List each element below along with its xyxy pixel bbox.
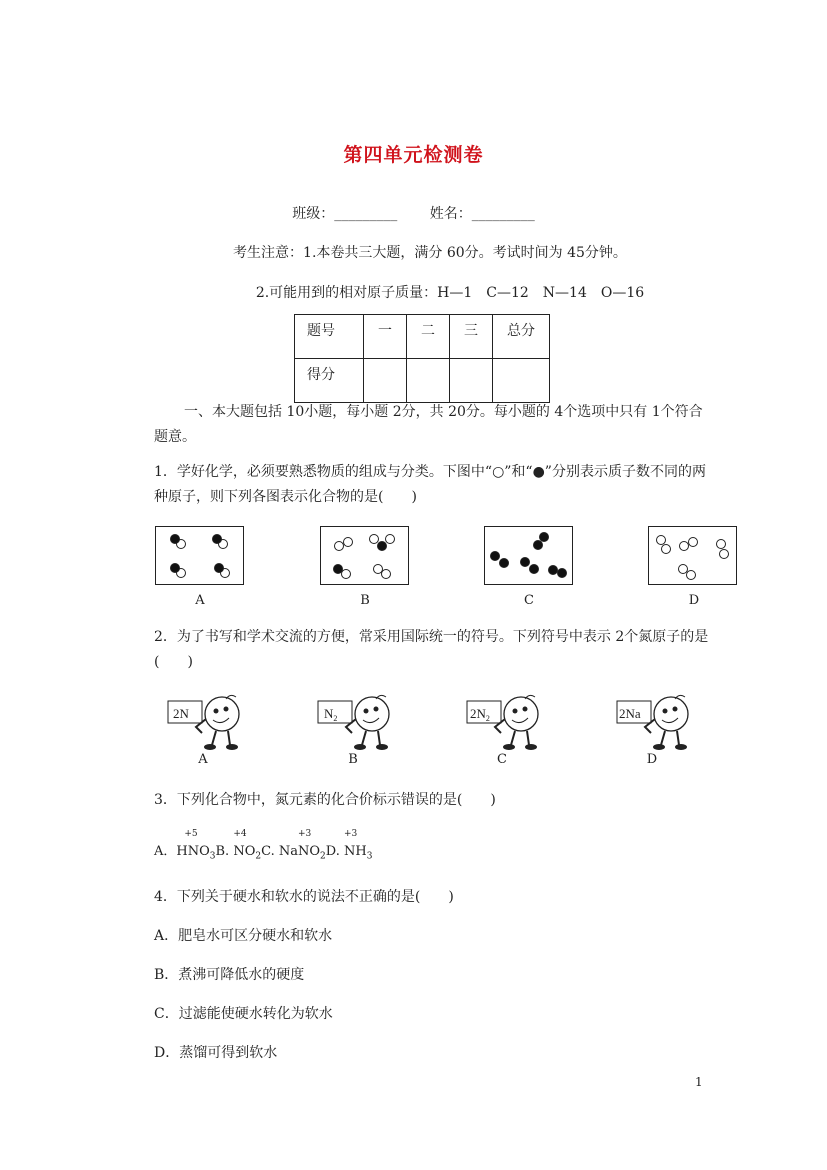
subscript: 2: [255, 851, 262, 862]
class-field: 班级：_________: [292, 206, 398, 222]
name-field: 姓名：_________: [429, 206, 535, 222]
q1-option-b-diagram: [320, 526, 409, 585]
black-atom: [170, 563, 180, 573]
score-table-header-row: [295, 315, 550, 359]
student-info-line: [0, 203, 827, 223]
black-atom: [557, 568, 567, 578]
q3-option-b-prefix: B.: [215, 844, 234, 859]
q1-option-d-diagram: [648, 526, 737, 585]
oxidation-state: +5: [184, 829, 198, 839]
subscript: 3: [209, 851, 216, 862]
q2-option-label: C: [497, 752, 507, 767]
q2-option-label: A: [198, 752, 208, 767]
score-header-cell: 总分: [493, 315, 550, 359]
q2-option-a-cartoon: [166, 693, 256, 753]
exam-notice-1: 考生注意：1.本卷共三大题，满分 60分。考试时间为 45分钟。: [233, 245, 627, 261]
black-atom: [212, 534, 222, 544]
q1-option-label: B: [360, 593, 370, 608]
score-table: [294, 314, 550, 403]
q2-option-label: D: [646, 752, 658, 767]
q2-card-text: $N_2$: [324, 706, 338, 723]
q2-card-text: 2N: [173, 706, 189, 721]
page-title: 第四单元检测卷: [343, 144, 484, 166]
formula-text: NH: [344, 844, 367, 859]
black-atom: [170, 534, 180, 544]
q2-card-text: $2N_2$: [470, 706, 490, 723]
question-3: 3．下列化合物中，氮元素的化合价标示错误的是( ): [154, 792, 496, 808]
black-atom: [533, 540, 543, 550]
q3-option-c-prefix: C. Na: [261, 844, 298, 859]
black-atom: [214, 563, 224, 573]
score-row-label: 得分: [295, 359, 364, 403]
q4-option-a: A．肥皂水可区分硬水和软水: [154, 928, 333, 944]
formula-text: HNO: [176, 844, 210, 859]
white-atom: [381, 569, 391, 579]
q2-option-d-cartoon: [615, 693, 705, 753]
question-4: 4．下列关于硬水和软水的说法不正确的是( ): [154, 889, 454, 905]
q3-option-d-formula: [344, 829, 373, 862]
question-2: 2．为了书写和学术交流的方便，常采用国际统一的符号。下列符号中表示 2个氮原子的是( ): [154, 629, 709, 670]
q2-option-label: B: [348, 752, 358, 767]
white-atom: [686, 570, 696, 580]
q1-option-a-diagram: [155, 526, 244, 585]
q1-option-label: A: [195, 593, 205, 608]
q3-option-b-formula: [233, 829, 262, 862]
formula-text: NO: [297, 844, 321, 859]
q3-options-line: [154, 829, 373, 862]
score-header-cell: 题号: [295, 315, 364, 359]
white-atom: [719, 549, 729, 559]
q1-option-c-diagram: [484, 526, 573, 585]
black-atom: [490, 551, 500, 561]
white-atom: [343, 537, 353, 547]
q2-option-c-cartoon: [465, 693, 555, 753]
score-cell[interactable]: [450, 359, 493, 403]
subscript: 3: [366, 851, 373, 862]
q4-option-d: D．蒸馏可得到软水: [154, 1045, 278, 1061]
q4-option-c: C．过滤能使硬水转化为软水: [154, 1006, 333, 1022]
q3-option-d-prefix: D.: [325, 844, 344, 859]
q2-card-text: 2Na: [619, 706, 641, 721]
page-number: 1: [695, 1075, 703, 1089]
section-1-instructions: 一、本大题包括 10小题，每小题 2分，共 20分。每小题的 4个选项中只有 1个符合题意。: [154, 404, 703, 445]
white-atom: [716, 539, 726, 549]
score-header-cell: 二: [407, 315, 450, 359]
q3-option-a-formula: [176, 829, 216, 862]
white-atom: [688, 537, 698, 547]
subscript: 2: [320, 851, 326, 862]
score-cell[interactable]: [364, 359, 407, 403]
white-atom: [661, 544, 671, 554]
white-atom: [385, 534, 395, 544]
q3-option-a-prefix: A．: [154, 844, 177, 859]
question-1: 1．学好化学，必须要熟悉物质的组成与分类。下图中“○”和“●”分别表示质子数不同的两种原子，则下列各图表示化合物的是( ): [154, 464, 706, 505]
white-atom: [341, 569, 351, 579]
oxidation-state: +3: [344, 829, 358, 839]
exam-notice-2: 2.可能用到的相对原子质量：H—1 C—12 N—14 O—16: [255, 285, 645, 301]
q1-option-label: D: [688, 593, 700, 608]
black-atom: [499, 558, 509, 568]
oxidation-state: +3: [297, 829, 312, 839]
score-cell[interactable]: [493, 359, 550, 403]
q3-option-c-formula: [297, 829, 326, 862]
score-table-score-row: [295, 359, 550, 403]
score-cell[interactable]: [407, 359, 450, 403]
black-atom: [520, 557, 530, 567]
formula-text: NO: [233, 844, 256, 859]
q2-option-b-cartoon: [316, 693, 406, 753]
q4-option-b: B．煮沸可降低水的硬度: [154, 967, 305, 983]
q1-option-label: C: [524, 593, 534, 608]
black-atom: [529, 564, 539, 574]
oxidation-state: +4: [233, 829, 247, 839]
score-header-cell: 三: [450, 315, 493, 359]
score-header-cell: 一: [364, 315, 407, 359]
